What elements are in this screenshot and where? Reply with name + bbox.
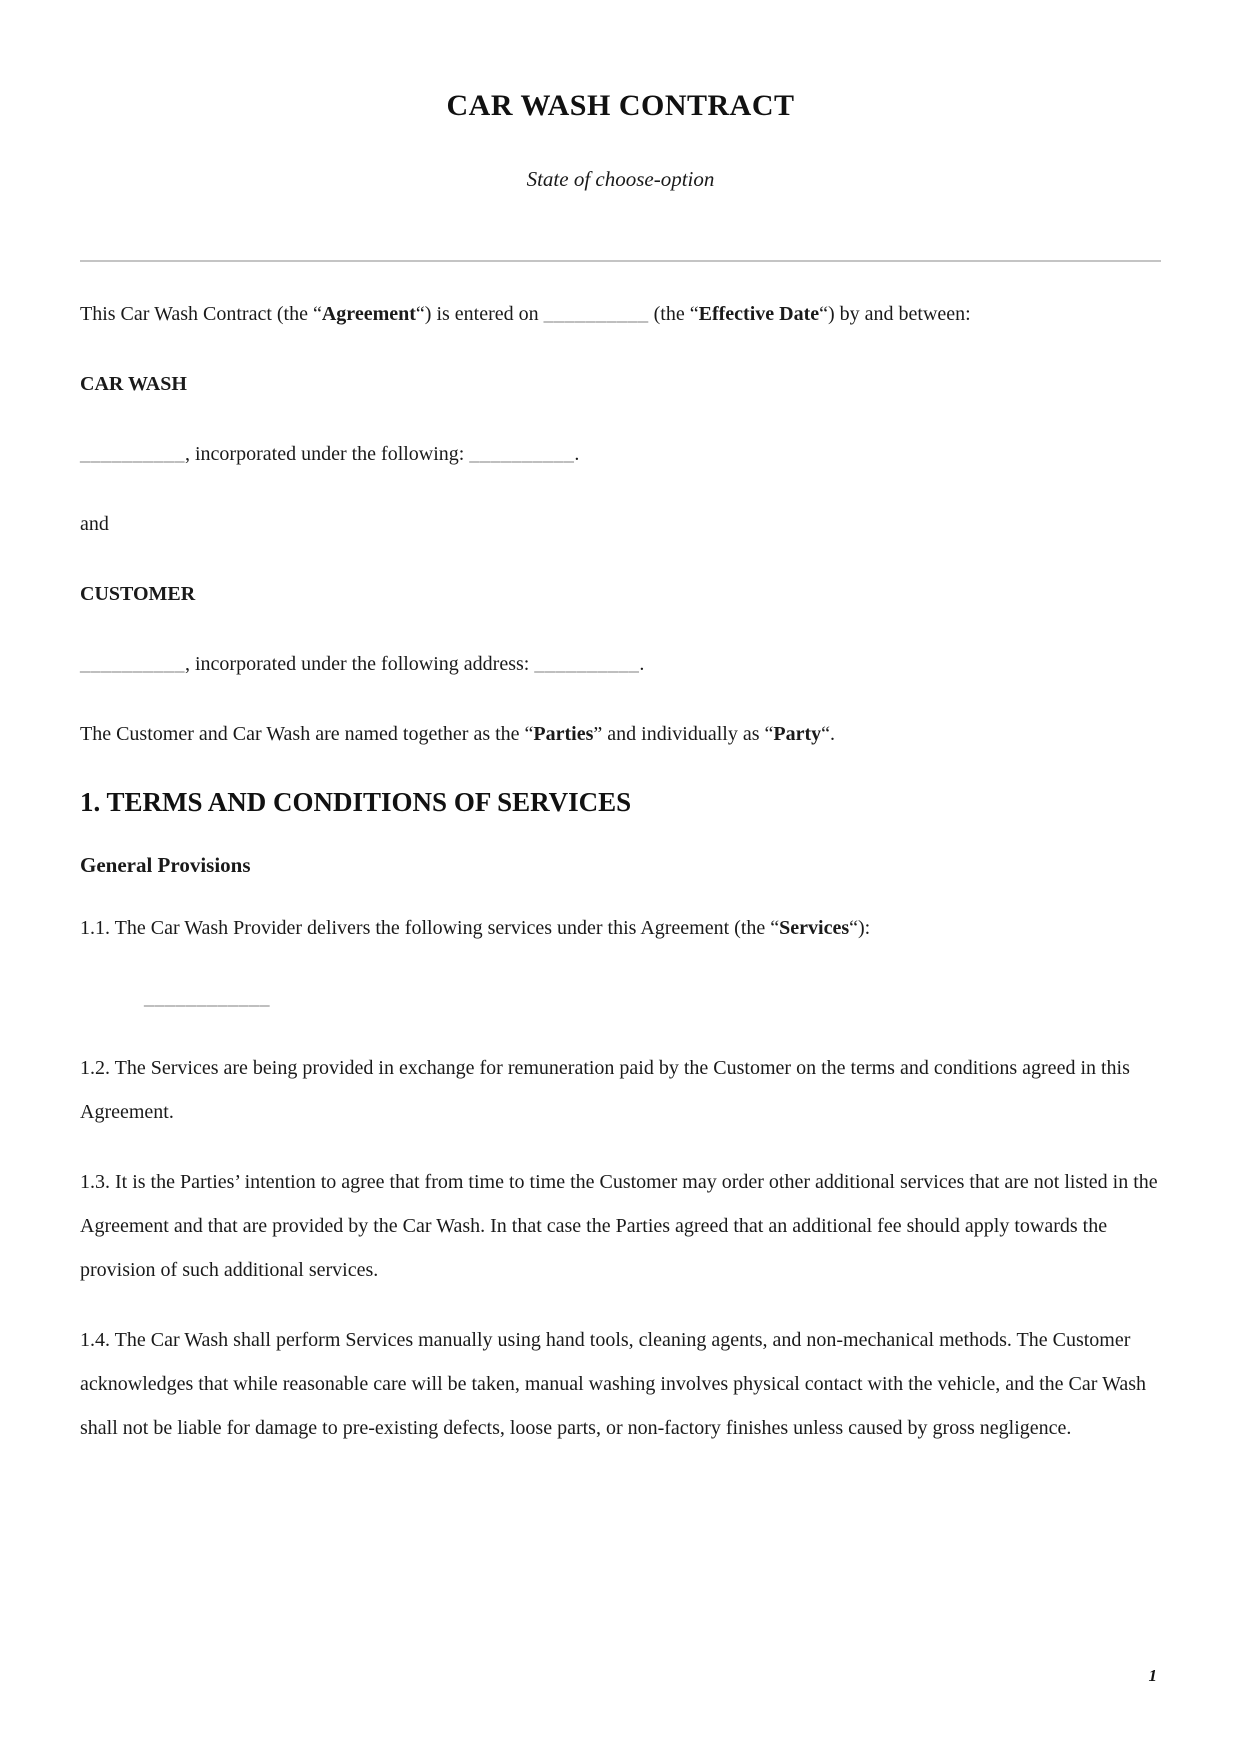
text-segment: Parties xyxy=(533,723,594,745)
text-segment: , incorporated under the following: xyxy=(185,443,470,465)
car-wash-party-heading: CAR WASH xyxy=(80,373,187,395)
text-segment: Services xyxy=(779,917,850,939)
text-segment: 1.2. The Services are being provided in exchange for remuneration paid by the Customer on the terms and conditions agreed in this Agreement. xyxy=(80,1057,1130,1123)
parties-definition-line xyxy=(80,712,1161,756)
text-segment: 1.4. The Car Wash shall perform Services manually using hand tools, cleaning agents, and non-mechanical methods. The Customer acknowledges that while reasonable care will be taken, manual washing involves physical contact with the vehicle, and the Car Wash shall not be liable for damage to pre-existing defects, loose parts, or non-factory finishes unless caused by gross negligence. xyxy=(80,1329,1147,1439)
text-segment: 1.3. It is the Parties’ intention to agree that from time to time the Customer may order other additional services that are not listed in the Agreement and that are provided by the Car Wash. In that case the Parties agreed that an additional fee should apply towards the provision of such additional services. xyxy=(80,1171,1158,1281)
general-provisions-subheading: General Provisions xyxy=(80,853,251,877)
document-subtitle: State of choose-option xyxy=(526,167,715,191)
blank-field: ____________ xyxy=(144,987,270,1009)
text-segment: “. xyxy=(821,723,836,745)
clause-1-3 xyxy=(80,1160,1161,1292)
blank-field: __________ xyxy=(469,443,575,465)
text-segment: (the “ xyxy=(648,303,699,325)
blank-field: __________ xyxy=(80,653,185,675)
text-segment: “) is entered on xyxy=(415,303,544,325)
document-title: CAR WASH CONTRACT xyxy=(446,89,795,122)
text-segment: 1.1. The Car Wash Provider delivers the following services under this Agreement (the “ xyxy=(80,917,780,939)
text-segment: Party xyxy=(773,723,822,745)
blank-field: __________ xyxy=(80,443,185,465)
text-segment: . xyxy=(639,653,645,675)
page-number: 1 xyxy=(1148,1666,1157,1685)
text-segment: This Car Wash Contract (the “ xyxy=(80,303,322,325)
text-segment: The Customer and Car Wash are named together as the “ xyxy=(80,723,534,745)
text-segment: , incorporated under the following address: xyxy=(185,653,535,675)
blank-field: __________ xyxy=(543,303,649,325)
clause-1-4 xyxy=(80,1318,1161,1450)
header-divider xyxy=(80,260,1161,262)
text-segment: Agreement xyxy=(321,303,416,325)
and-connector: and xyxy=(80,513,109,535)
text-segment: . xyxy=(574,443,580,465)
section-1-heading: 1. TERMS AND CONDITIONS OF SERVICES xyxy=(80,787,632,817)
clause-1-2 xyxy=(80,1046,1161,1134)
clause-1-1-blank-field xyxy=(144,976,1161,1020)
customer-party-heading: CUSTOMER xyxy=(80,583,196,605)
customer-details-line xyxy=(80,642,1161,686)
text-segment: Effective Date xyxy=(698,303,820,325)
text-segment: “): xyxy=(849,917,871,939)
text-segment: ” and individually as “ xyxy=(593,723,774,745)
blank-field: __________ xyxy=(534,653,640,675)
clause-1-1 xyxy=(80,906,1161,950)
car-wash-details-line xyxy=(80,432,1161,476)
intro-paragraph xyxy=(80,292,1161,336)
text-segment: “) by and between: xyxy=(819,303,971,325)
